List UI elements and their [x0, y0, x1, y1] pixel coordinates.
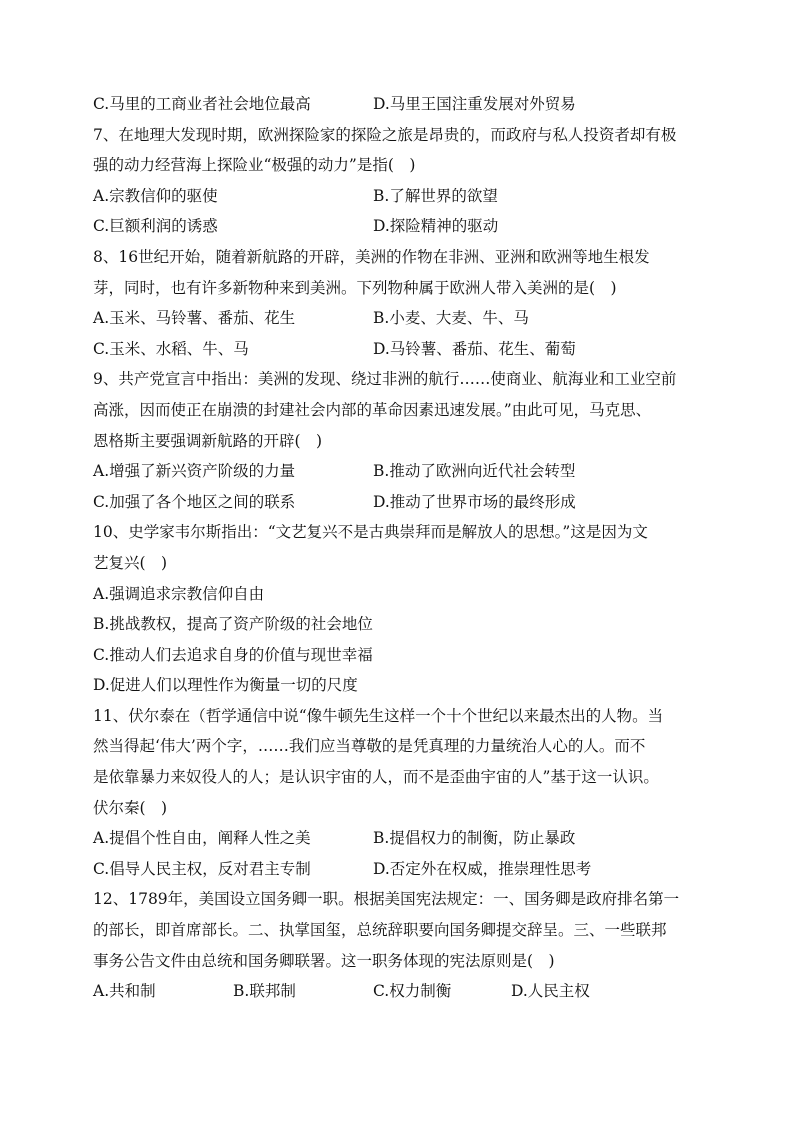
question-8-stem-line: 芽，同时，也有许多新物种来到美洲。下列物种属于欧洲人带入美洲的是( ) [93, 278, 617, 297]
question-10-option-b: B.挑战教权，提高了资产阶级的社会地位 [93, 615, 373, 634]
question-9-stem-line: 9、共产党宣言中指出：美洲的发现、绕过非洲的航行……使商业、航海业和工业空前 [93, 370, 677, 389]
question-12-option-d: D.人民主权 [511, 982, 590, 1001]
question-12-option-b: B.联邦制 [233, 982, 296, 1001]
question-6-option-d: D.马里王国注重发展对外贸易 [373, 95, 576, 113]
question-7-stem-line: 强的动力经营海上探险业“极强的动力”是指( ) [93, 156, 416, 175]
question-8-option-c: C.玉米、水稻、牛、马 [93, 339, 249, 358]
question-11-option-d: D.否定外在权威，推崇理性思考 [373, 859, 592, 878]
question-12-option-c: C.权力制衡 [373, 982, 452, 1001]
question-9-option-d: D.推动了世界市场的最终形成 [373, 492, 576, 511]
question-8-option-b: B.小麦、大麦、牛、马 [373, 309, 529, 328]
question-12-stem-line: 12、1789年，美国设立国务卿一职。根据美国宪法规定：一、国务卿是政府排名第一 [93, 890, 680, 909]
question-11-stem-line: 伏尔秦( ) [93, 798, 168, 817]
question-11-stem-line: 然当得起‘伟大’两个字，……我们应当尊敬的是凭真理的力量统治人心的人。而不 [93, 737, 646, 756]
question-11-options-row [93, 859, 705, 879]
question-11-options-row [93, 828, 705, 848]
question-7-option-d: D.探险精神的驱动 [373, 217, 499, 236]
question-6-option-c: C.马里的工商业者社会地位最高 [93, 95, 311, 113]
question-8-options-row [93, 339, 705, 359]
question-10-option-c: C.推动人们去追求自身的价值与现世幸福 [93, 645, 373, 664]
question-9-option-b: B.推动了欧洲向近代社会转型 [373, 462, 576, 481]
question-8-options-row [93, 308, 705, 328]
question-9-option-a: A.增强了新兴资产阶级的力量 [93, 462, 296, 481]
question-7-stem-line: 7、在地理大发现时期，欧洲探险家的探险之旅是昂贵的，而政府与私人投资者却有极 [93, 125, 677, 144]
question-7-options-row [93, 216, 705, 236]
question-12-option-a: A.共和制 [93, 982, 156, 1001]
question-11-option-a: A.提倡个性自由，阐释人性之美 [93, 829, 311, 848]
question-9-options-row [93, 461, 705, 481]
question-7-option-a: A.宗教信仰的驱使 [93, 186, 218, 205]
question-12-options-row [93, 981, 705, 1001]
question-10-option-a: A.强调追求宗教信仰自由 [93, 584, 265, 603]
question-8-option-a: A.玉米、马铃薯、番茄、花生 [93, 309, 296, 328]
question-11-stem-line: 是依靠暴力来奴役人的人；是认识宇宙的人，而不是歪曲宇宙的人”基于这一认识。 [93, 768, 659, 787]
question-7-option-b: B.了解世界的欲望 [373, 186, 498, 205]
question-9-options-row [93, 492, 705, 512]
exam-page [93, 94, 705, 1012]
question-12-stem-line: 事务公告文件由总统和国务卿联署。这一职务体现的宪法原则是( ) [93, 951, 555, 970]
question-12-stem-line: 的部长，即首席部长。二、执掌国玺，总统辞职要向国务卿提交辞呈。三、一些联邦 [93, 921, 667, 940]
question-8-stem-line: 8、16世纪开始，随着新航路的开辟，美洲的作物在非洲、亚洲和欧洲等地生根发 [93, 247, 650, 266]
question-10-option-d: D.促进人们以理性作为衡量一切的尺度 [93, 676, 358, 695]
question-9-stem-line: 恩格斯主要强调新航路的开辟( ) [93, 431, 323, 450]
question-8-option-d: D.马铃薯、番茄、花生、葡萄 [373, 339, 576, 358]
question-9-option-c: C.加强了各个地区之间的联系 [93, 492, 296, 511]
question-7-option-c: C.巨额利润的诱惑 [93, 217, 218, 236]
question-11-option-b: B.提倡权力的制衡，防止暴政 [373, 829, 576, 848]
question-6-options-row [93, 94, 705, 114]
question-7-options-row [93, 186, 705, 206]
question-9-stem-line: 高涨，因而使正在崩溃的封建社会内部的革命因素迅速发展。”由此可见，马克思、 [93, 400, 652, 419]
question-11-stem-line: 11、伏尔泰在（哲学通信中说“像牛顿先生这样一个十个世纪以来最杰出的人物。当 [93, 706, 664, 725]
question-11-option-c: C.倡导人民主权，反对君主专制 [93, 859, 311, 878]
question-10-stem-line: 10、史学家韦尔斯指出：“文艺复兴不是古典崇拜而是解放人的思想。”这是因为文 [93, 523, 648, 542]
question-10-stem-line: 艺复兴( ) [93, 553, 168, 572]
